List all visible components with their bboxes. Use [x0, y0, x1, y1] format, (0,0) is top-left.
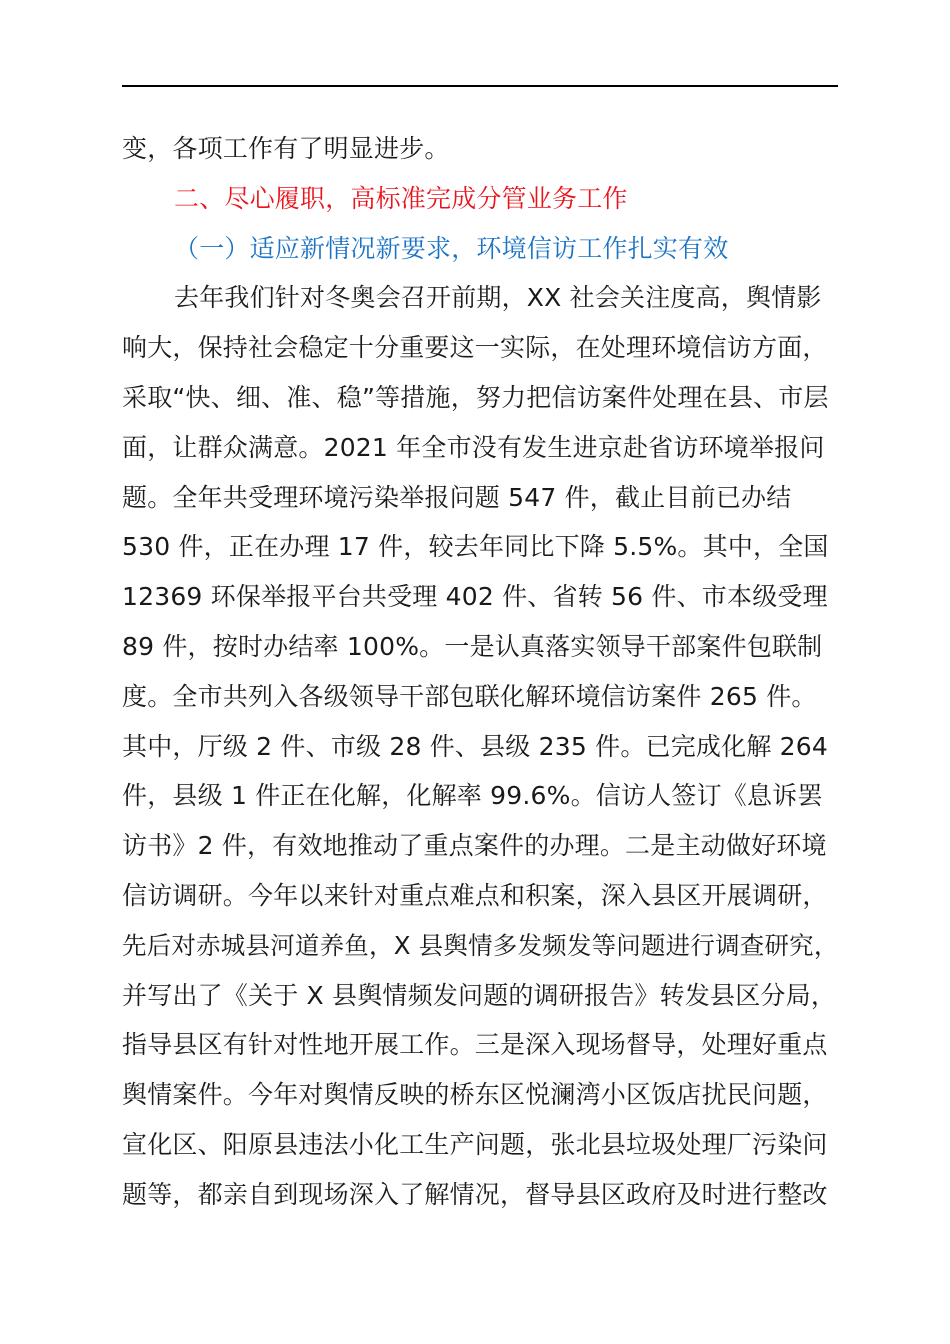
continuation-line: 变，各项工作有了明显进步。	[122, 134, 450, 163]
paragraph-line: 访书》2 件，有效地推动了重点案件的办理。二是主动做好环境	[122, 831, 827, 861]
paragraph-line: 度。全市共列入各级领导干部包联化解环境信访案件 265 件。	[122, 681, 817, 711]
paragraph-line: 12369 环保举报平台共受理 402 件、省转 56 件、市本级受理	[122, 582, 828, 612]
paragraph-line: 响大，保持社会稳定十分重要这一实际，在处理环境信访方面，	[122, 333, 828, 363]
paragraph-line: 题。全年共受理环境污染举报问题 547 件，截止目前已办结	[122, 482, 792, 512]
paragraph-line: 530 件，正在办理 17 件，较去年同比下降 5.5%。其中，全国	[122, 532, 829, 562]
paragraph-line: 并写出了《关于 X 县舆情频发问题的调研报告》转发县区分局，	[122, 980, 837, 1010]
paragraph-line: 去年我们针对冬奥会召开前期，XX 社会关注度高，舆情影	[174, 283, 822, 313]
document-body	[122, 124, 838, 1220]
paragraph-line: 宣化区、阳原县违法小化工生产问题，张北县垃圾处理厂污染问	[122, 1129, 828, 1159]
paragraph-line: 信访调研。今年以来针对重点难点和积案，深入县区开展调研，	[122, 880, 828, 910]
body-paragraph	[122, 273, 838, 1219]
paragraph-line: 件，县级 1 件正在化解，化解率 99.6%。信访人签订《息诉罢	[122, 781, 823, 811]
paragraph-line: 题等，都亲自到现场深入了解情况，督导县区政府及时进行整改	[122, 1179, 828, 1209]
paragraph-line: 舆情案件。今年对舆情反映的桥东区悦澜湾小区饭店扰民问题，	[122, 1080, 828, 1110]
paragraph-line: 先后对赤城县河道养鱼，X 县舆情多发频发等问题进行调查研究，	[122, 930, 839, 960]
subsection-heading: （一）适应新情况新要求，环境信访工作扎实有效	[174, 233, 729, 263]
paragraph-line: 指导县区有针对性地开展工作。三是深入现场督导，处理好重点	[122, 1030, 828, 1060]
paragraph-line: 其中，厅级 2 件、市级 28 件、县级 235 件。已完成化解 264	[122, 731, 828, 761]
paragraph-line: 面，让群众满意。2021 年全市没有发生进京赴省访环境举报问	[122, 432, 825, 462]
header-rule	[122, 85, 838, 87]
paragraph-line: 采取“快、细、准、稳”等措施，努力把信访案件处理在县、市层	[122, 382, 829, 412]
section-heading: 二、尽心履职，高标准完成分管业务工作	[174, 183, 628, 213]
paragraph-line: 89 件，按时办结率 100%。一是认真落实领导干部案件包联制	[122, 631, 823, 661]
